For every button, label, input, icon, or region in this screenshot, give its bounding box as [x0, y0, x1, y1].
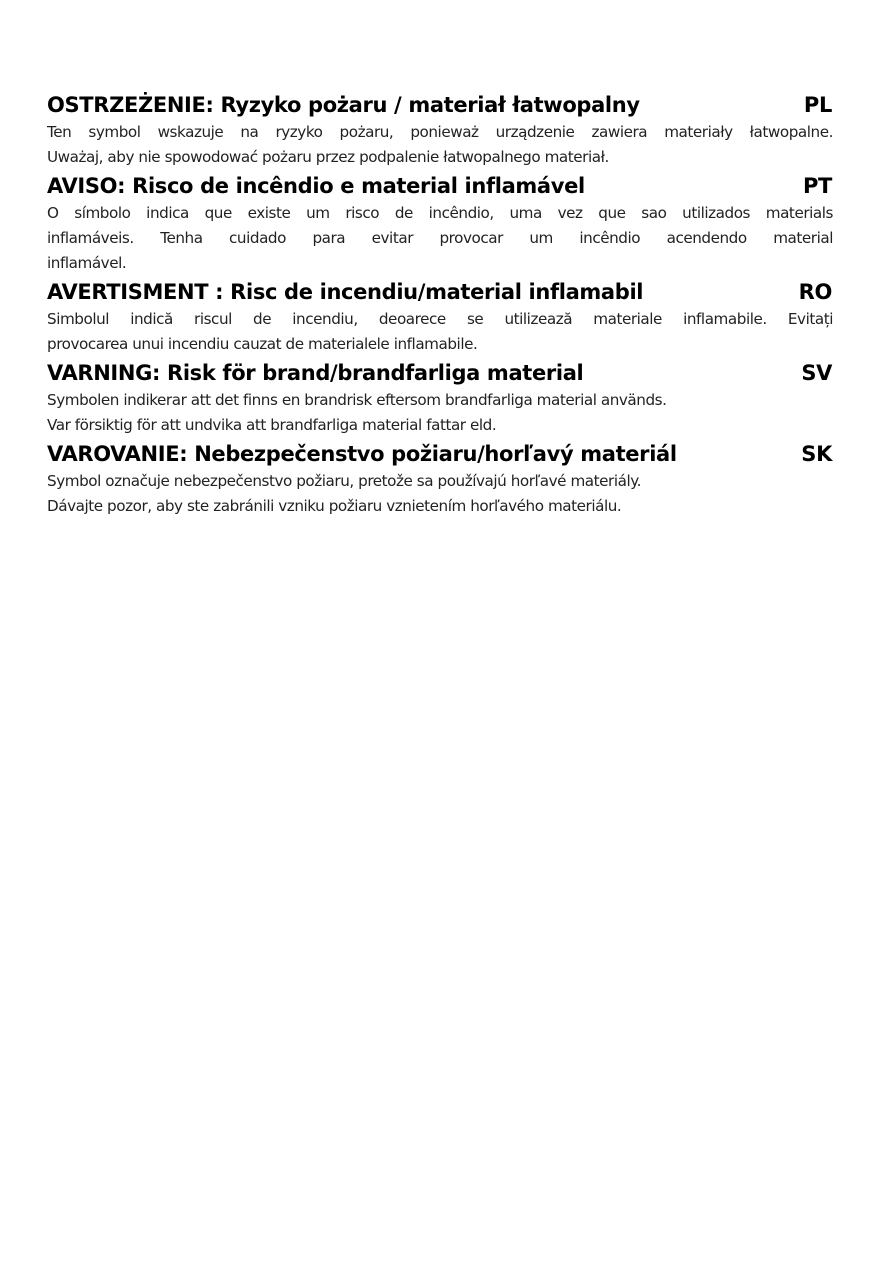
section-title: AVERTISMENT : Risc de incendiu/material inflamabil	[47, 280, 644, 304]
body-line: inflamáveis. Tenha cuidado para evitar provocar um incêndio acendendo material	[47, 229, 833, 247]
body-line: Ten symbol wskazuje na ryzyko pożaru, ponieważ urządzenie zawiera materiały łatwopalne.	[47, 123, 833, 141]
section-body	[47, 201, 833, 276]
warning-document	[47, 90, 833, 520]
section-body	[47, 469, 833, 519]
warning-section-pt	[47, 171, 833, 276]
warning-section-sk	[47, 439, 833, 519]
language-code: SV	[801, 361, 832, 385]
body-line: Uważaj, aby nie spowodować pożaru przez podpalenie łatwopalnego materiał.	[47, 148, 609, 166]
body-line: provocarea unui incendiu cauzat de materialele inflamabile.	[47, 335, 478, 353]
language-code: PT	[802, 174, 832, 198]
section-title: AVISO: Risco de incêndio e material inflamável	[47, 174, 585, 198]
body-line: Symbol označuje nebezpečenstvo požiaru, pretože sa používajú horľavé materiály.	[47, 472, 641, 490]
language-code: PL	[803, 93, 832, 117]
section-body	[47, 388, 833, 438]
body-line: Simbolul indică riscul de incendiu, deoarece se utilizează materiale inflamabile. Evitați	[47, 310, 833, 328]
body-line: Symbolen indikerar att det finns en brandrisk eftersom brandfarliga material används.	[47, 391, 667, 409]
body-line: inflamável.	[47, 254, 127, 272]
warning-section-pl	[47, 90, 833, 170]
body-line: Dávajte pozor, aby ste zabránili vzniku požiaru vznietením horľavého materiálu.	[47, 497, 622, 515]
section-title: OSTRZEŻENIE: Ryzyko pożaru / materiał łatwopalny	[47, 93, 640, 117]
section-body	[47, 307, 833, 357]
section-title: VAROVANIE: Nebezpečenstvo požiaru/horľavý materiál	[47, 442, 677, 466]
body-line: O símbolo indica que existe um risco de incêndio, uma vez que sao utilizados materials	[47, 204, 833, 222]
warning-section-sv	[47, 358, 833, 438]
language-code: RO	[798, 280, 832, 304]
warning-section-ro	[47, 277, 833, 357]
section-heading	[47, 90, 833, 120]
section-heading	[47, 171, 833, 201]
section-body	[47, 120, 833, 170]
language-code: SK	[801, 442, 832, 466]
section-heading	[47, 439, 833, 469]
body-line: Var försiktig för att undvika att brandfarliga material fattar eld.	[47, 416, 497, 434]
section-heading	[47, 277, 833, 307]
section-heading	[47, 358, 833, 388]
section-title: VARNING: Risk för brand/brandfarliga material	[47, 361, 584, 385]
